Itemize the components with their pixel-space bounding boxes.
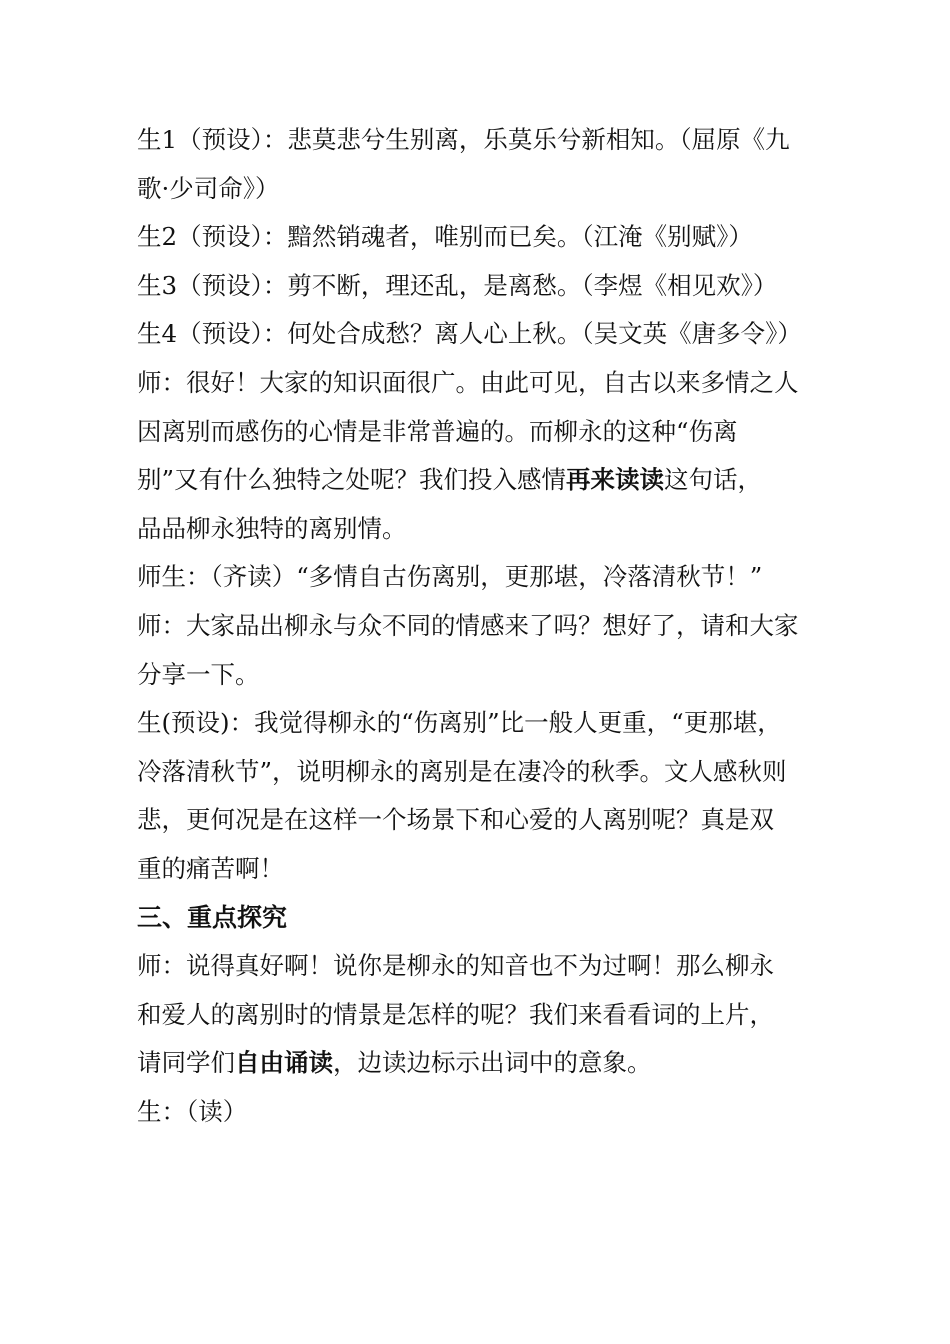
text-line	[137, 748, 837, 797]
paragraph	[137, 602, 837, 699]
text-line	[137, 942, 837, 991]
emphasized-text: 再来读读	[566, 465, 665, 495]
text-line	[137, 456, 837, 505]
paragraph	[137, 699, 837, 893]
paragraph	[137, 359, 837, 553]
text-segment: 生1（预设）：悲莫悲兮生别离，乐莫乐兮新相知。（屈原《九	[137, 125, 790, 154]
text-line	[137, 408, 837, 457]
text-segment: 生：（读）	[137, 1096, 248, 1126]
text-line	[137, 553, 837, 602]
text-segment: 和爱人的离别时的情景是怎样的呢？我们来看看词的上片，	[137, 999, 774, 1029]
text-segment: 师生：（齐读）“多情自古伤离别，更那堪，冷落清秋节！”	[137, 562, 763, 592]
text-segment: 三、重点探究	[137, 902, 288, 932]
text-segment: 请同学们	[137, 1048, 235, 1078]
paragraph	[137, 553, 837, 602]
paragraph	[137, 310, 837, 359]
text-segment: 因离别而感伤的心情是非常普遍的。而柳永的这种“伤离	[137, 416, 738, 446]
text-line	[137, 213, 837, 262]
text-segment: 师：说得真好啊！说你是柳永的知音也不为过啊！那么柳永	[137, 951, 774, 981]
section-heading	[137, 894, 837, 943]
text-segment: 品品柳永独特的离别情。	[137, 513, 407, 543]
text-line	[137, 699, 837, 748]
emphasized-text: 自由诵读	[235, 1048, 333, 1078]
paragraph	[137, 942, 837, 1088]
text-line	[137, 165, 837, 214]
text-line	[137, 1039, 837, 1088]
text-segment: 冷落清秋节”，说明柳永的离别是在凄冷的秋季。文人感秋则	[137, 756, 787, 786]
text-segment: ，边读边标示出词中的意象。	[333, 1048, 652, 1078]
text-segment: 这句话，	[664, 465, 763, 495]
text-line	[137, 894, 837, 943]
text-segment: 生4（预设）：何处合成愁？离人心上秋。（吴文英《唐多令》）	[137, 319, 802, 349]
text-line	[137, 1088, 837, 1137]
text-line	[137, 116, 837, 165]
document-body	[137, 116, 837, 1136]
text-segment: 生3（预设）：剪不断，理还乱，是离愁。（李煜《相见欢》）	[137, 270, 778, 300]
text-line	[137, 845, 837, 894]
paragraph	[137, 213, 837, 262]
paragraph	[137, 1088, 837, 1137]
text-segment: 生2（预设）：黯然销魂者，唯别而已矣。（江淹《别赋》）	[137, 222, 753, 252]
text-segment: 生(预设)：我觉得柳永的“伤离别”比一般人更重，“更那堪，	[137, 708, 782, 738]
text-segment: 分享一下。	[137, 659, 260, 689]
text-segment: 歌·少司命》）	[137, 173, 280, 203]
text-line	[137, 602, 837, 651]
text-segment: 别”又有什么独特之处呢？我们投入感情	[137, 465, 567, 495]
text-line	[137, 651, 837, 700]
text-segment: 悲，更何况是在这样一个场景下和心爱的人离别呢？真是双	[137, 805, 774, 835]
paragraph	[137, 116, 837, 213]
text-segment: 重的痛苦啊！	[137, 853, 284, 883]
text-segment: 师：大家品出柳永与众不同的情感来了吗？想好了，请和大家	[137, 610, 799, 640]
text-line	[137, 796, 837, 845]
text-segment: 师：很好！大家的知识面很广。由此可见，自古以来多情之人	[137, 367, 799, 397]
text-line	[137, 991, 837, 1040]
text-line	[137, 262, 837, 311]
text-line	[137, 505, 837, 554]
text-line	[137, 359, 837, 408]
text-line	[137, 310, 837, 359]
paragraph	[137, 262, 837, 311]
